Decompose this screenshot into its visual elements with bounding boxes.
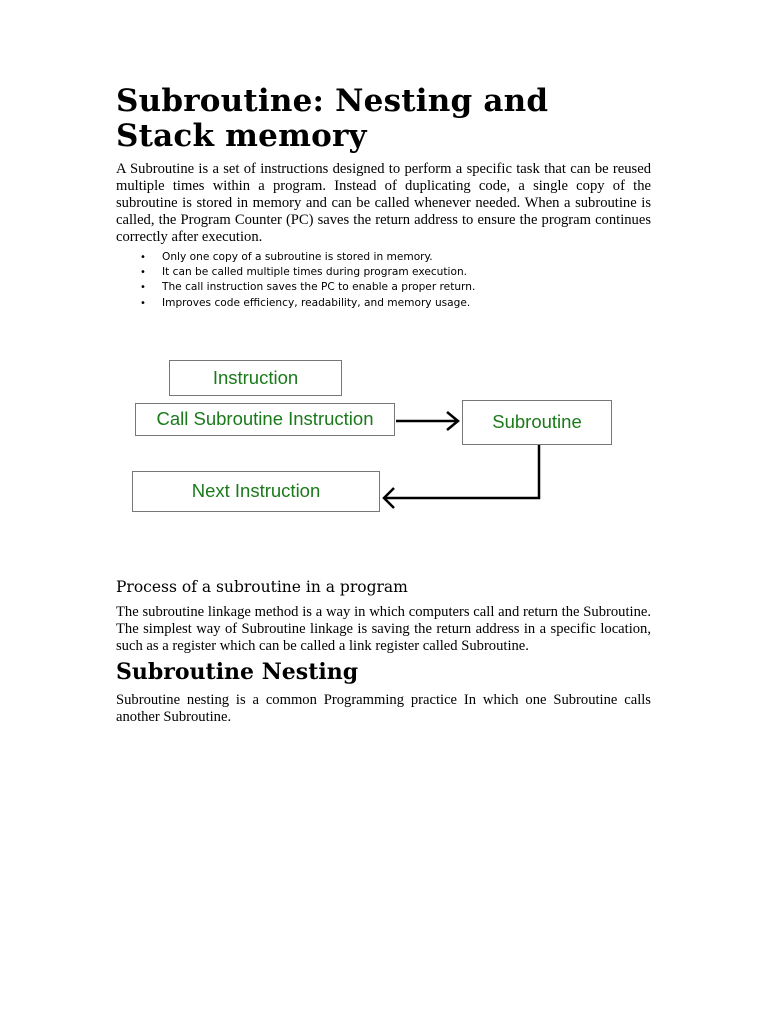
bullet-icon: • bbox=[140, 252, 146, 263]
list-item: • Improves code efficiency, readability, and memory usage. bbox=[162, 296, 651, 311]
nesting-heading: Subroutine Nesting bbox=[116, 658, 359, 685]
next-instruction-box: Next Instruction bbox=[132, 471, 380, 512]
nesting-paragraph: Subroutine nesting is a common Programming practice In which one Subroutine calls another Subroutine. bbox=[116, 691, 651, 725]
bullet-icon: • bbox=[140, 297, 146, 309]
intro-paragraph: A Subroutine is a set of instructions designed to perform a specific task that can be reused multiple times within a program. Instead of duplicating code, a single copy of the subroutine is stored in memory and can be called whenever needed. When a subroutine is called, the Program Counter (PC) saves the return address to ensure the program continues correctly after execution. bbox=[116, 161, 651, 245]
list-item: • It can be called multiple times during program execution. bbox=[162, 265, 651, 280]
bullet-icon: • bbox=[140, 282, 146, 294]
bullet-list bbox=[116, 250, 651, 311]
document-page bbox=[116, 84, 651, 726]
return-arrow-line bbox=[384, 445, 539, 498]
list-item: • The call instruction saves the PC to enable a proper return. bbox=[162, 280, 651, 295]
list-item: • Only one copy of a subroutine is stored in memory. bbox=[162, 250, 651, 265]
instruction-box: Instruction bbox=[169, 360, 342, 396]
bullet-icon: • bbox=[140, 267, 146, 279]
subroutine-flow-diagram bbox=[116, 341, 651, 541]
process-heading: Process of a subroutine in a program bbox=[116, 577, 408, 596]
subroutine-box: Subroutine bbox=[462, 400, 612, 445]
linkage-paragraph: The subroutine linkage method is a way in which computers call and return the Subroutine. The simplest way of Subroutine linkage is saving the return address in a specific location, such as a register which can be called a link register called Subroutine. bbox=[116, 603, 651, 654]
call-subroutine-box: Call Subroutine Instruction bbox=[135, 403, 395, 436]
page-title: Subroutine: Nesting and Stack memory bbox=[116, 83, 549, 154]
